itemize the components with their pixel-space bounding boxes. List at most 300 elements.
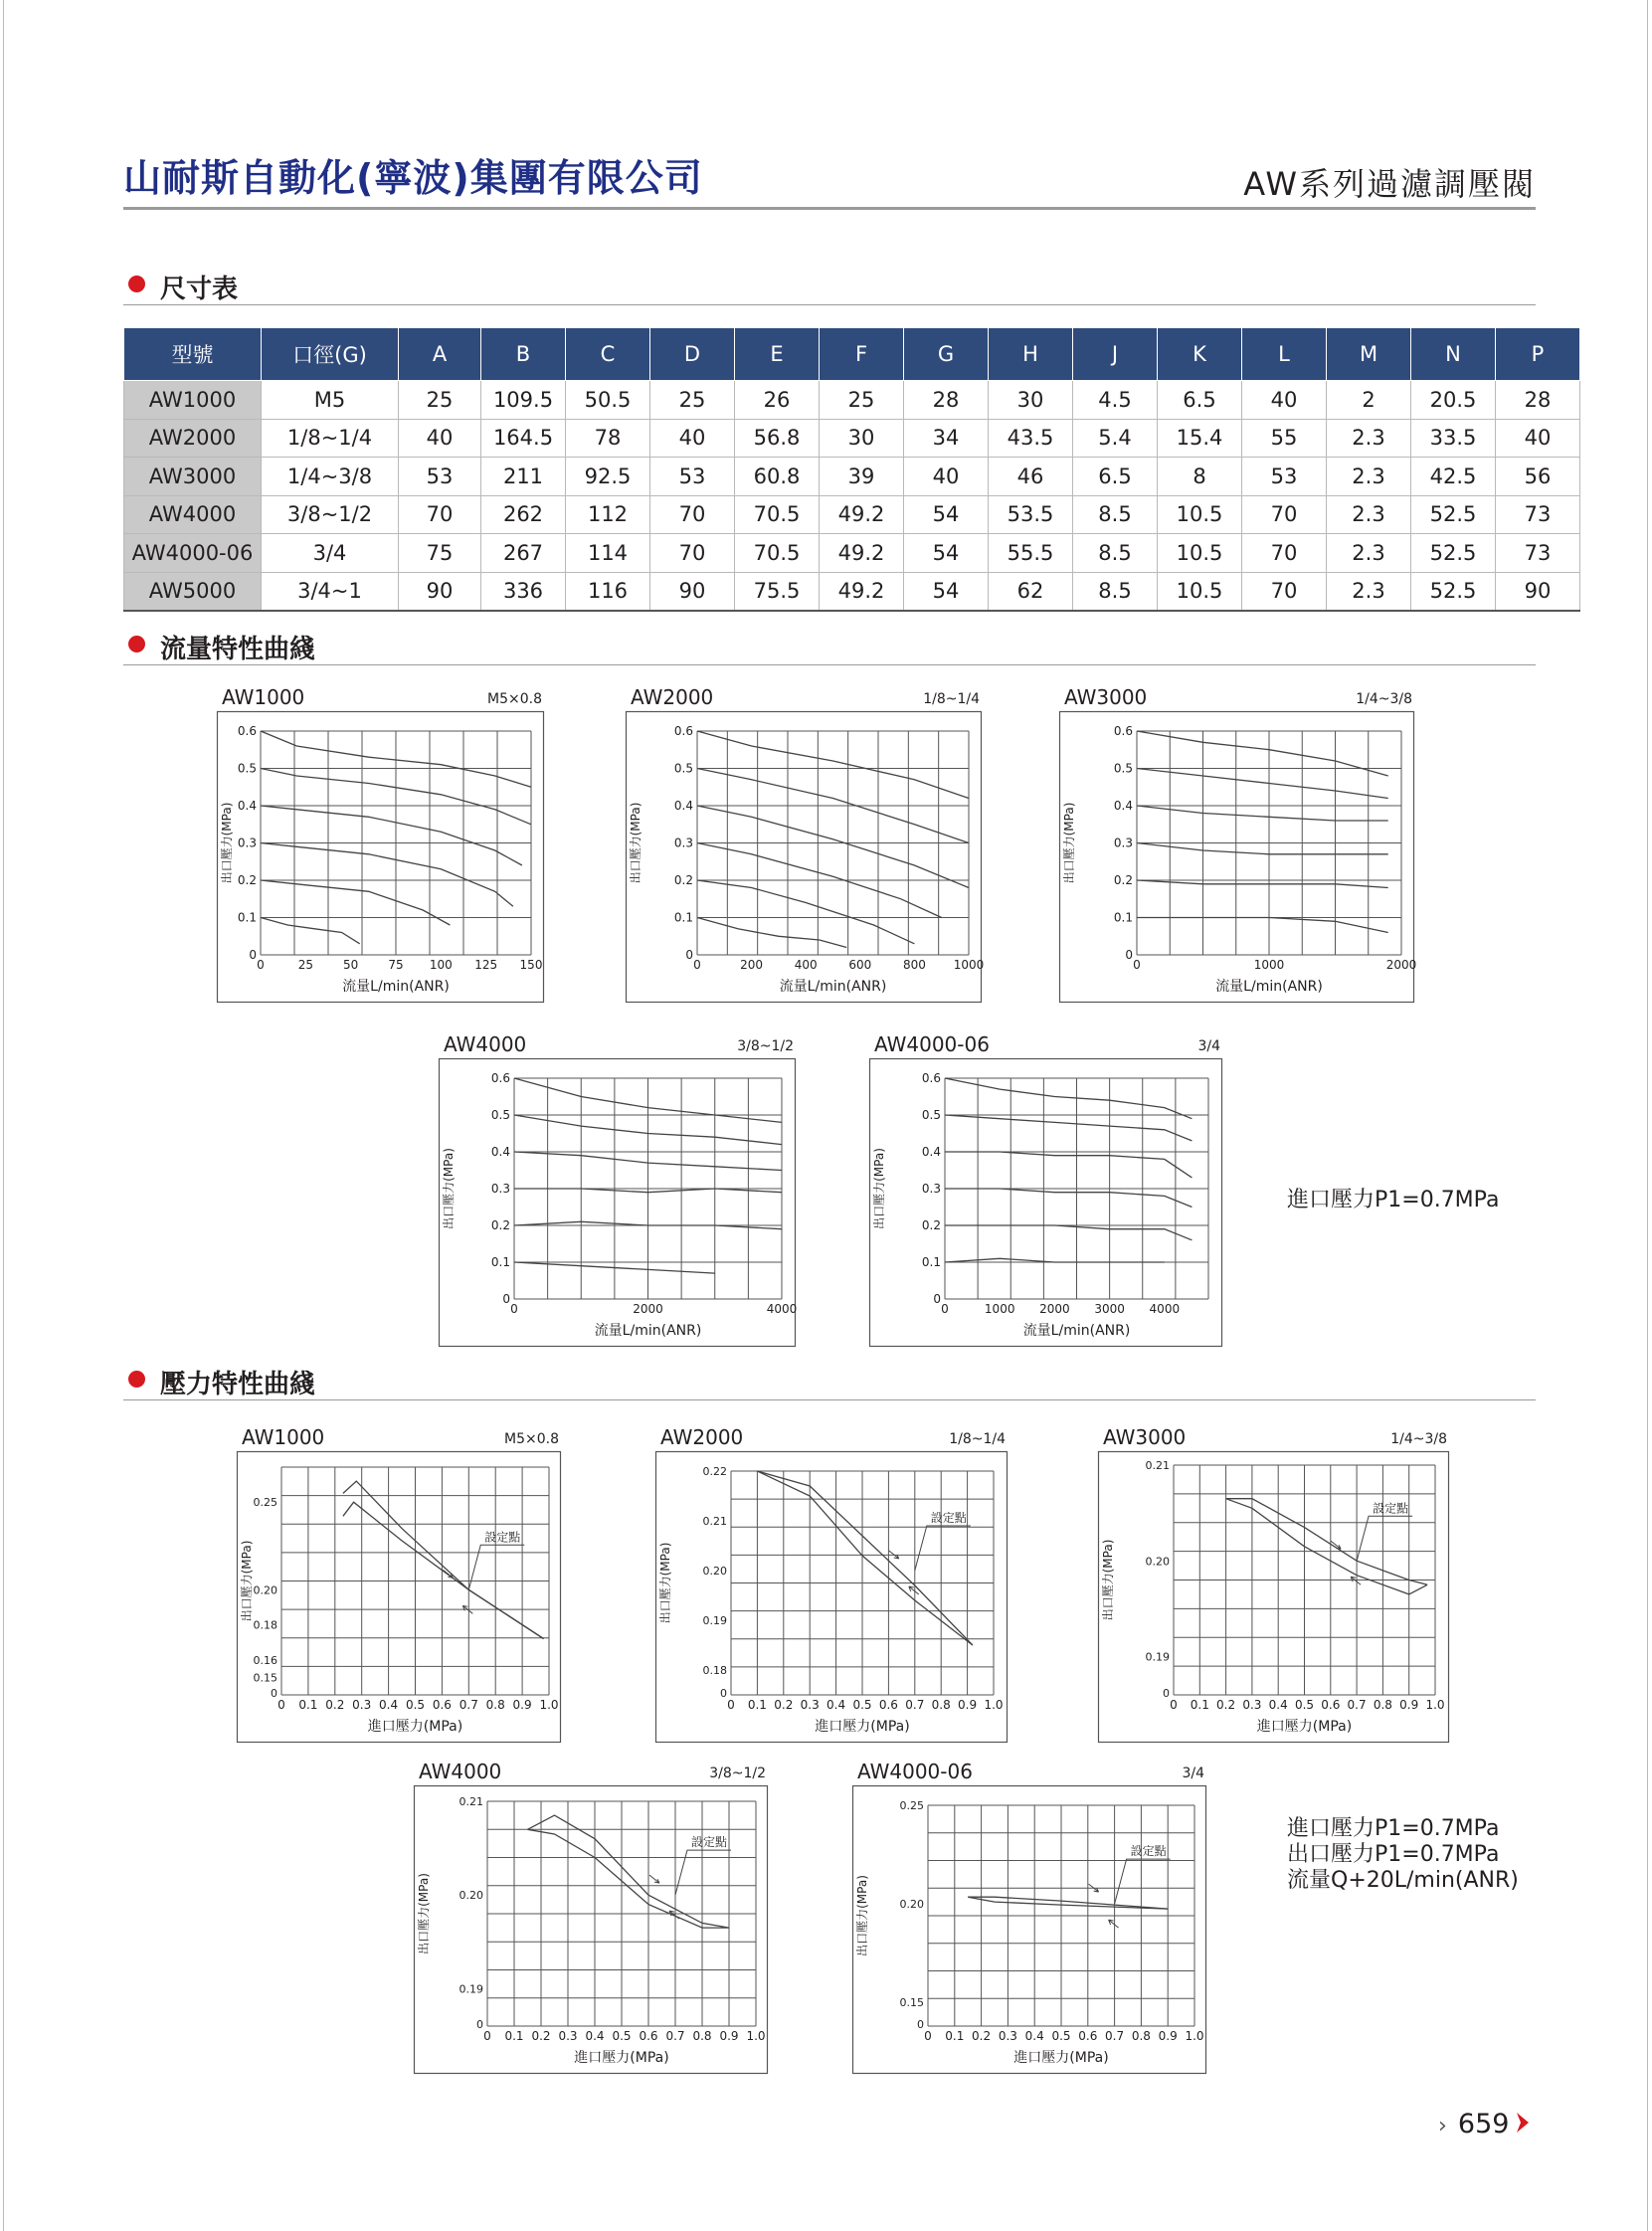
y-axis-label: 出口壓力(MPa) xyxy=(417,1873,431,1954)
column-header: E xyxy=(735,328,820,381)
table-cell: 60.8 xyxy=(735,458,820,496)
y-axis-label: 出口壓力(MPa) xyxy=(442,1148,456,1229)
x-axis-label: 流量L/min(ANR) xyxy=(1215,979,1323,995)
table-cell: 2.3 xyxy=(1327,419,1411,458)
table-cell: 90 xyxy=(650,572,735,611)
x-tick-label: 1.0 xyxy=(746,2029,766,2043)
x-tick-label: 0.4 xyxy=(826,1698,846,1712)
section-dimensions xyxy=(123,265,1536,305)
column-header: K xyxy=(1158,328,1242,381)
y-tick-label: 0.6 xyxy=(1113,724,1133,738)
y-tick-label: 0.5 xyxy=(673,761,693,776)
table-cell: 2.3 xyxy=(1327,572,1411,611)
y-axis-label: 出口壓力(MPa) xyxy=(240,1540,254,1622)
x-tick-label: 0.4 xyxy=(379,1698,399,1712)
table-cell: 2.3 xyxy=(1327,495,1411,534)
series-line xyxy=(945,1078,1192,1119)
column-header: P xyxy=(1496,328,1580,381)
y-tick-label: 0.5 xyxy=(237,761,257,776)
chart-svg xyxy=(237,1451,561,1743)
y-tick-label: 0 xyxy=(476,2018,483,2031)
arrow-up-icon xyxy=(1109,1920,1119,1928)
chart-svg xyxy=(414,1785,768,2074)
y-tick-label: 0.4 xyxy=(1113,799,1133,813)
x-tick-label: 4000 xyxy=(766,1302,798,1316)
y-tick-label: 0.3 xyxy=(921,1182,941,1196)
y-tick-label: 0.16 xyxy=(253,1653,277,1667)
table-cell: 116 xyxy=(566,572,650,611)
chart-title: AW3000 xyxy=(1103,1425,1187,1449)
chart-pres-aw4000-06 xyxy=(852,1756,1206,2074)
y-tick-label: 0 xyxy=(1125,948,1133,962)
table-cell: 8.5 xyxy=(1073,572,1158,611)
chart-title: AW4000 xyxy=(419,1760,502,1783)
table-cell: 70 xyxy=(650,534,735,573)
series-line xyxy=(261,880,450,925)
y-tick-label: 0 xyxy=(249,948,257,962)
x-tick-label: 0 xyxy=(257,958,265,972)
x-tick-label: 2000 xyxy=(633,1302,663,1316)
x-tick-label: 0.9 xyxy=(958,1698,978,1712)
pressure-note-1: 進口壓力P1=0.7MPa xyxy=(1287,1816,1500,1841)
y-tick-label: 0 xyxy=(271,1687,277,1700)
series-line xyxy=(757,1471,973,1645)
x-tick-label: 0.1 xyxy=(1190,1698,1209,1712)
model-cell: AW5000 xyxy=(124,572,262,611)
table-cell: 5.4 xyxy=(1073,419,1158,458)
y-tick-label: 0.18 xyxy=(702,1664,727,1677)
x-axis-label: 流量L/min(ANR) xyxy=(342,979,450,995)
y-tick-label: 0.5 xyxy=(921,1108,941,1122)
x-tick-label: 0.6 xyxy=(1078,2029,1098,2043)
x-tick-label: 50 xyxy=(343,958,359,972)
y-tick-label: 0.6 xyxy=(490,1071,510,1085)
y-tick-label: 0.20 xyxy=(459,1889,483,1903)
series-line xyxy=(1137,918,1388,933)
y-tick-label: 0.2 xyxy=(673,873,693,887)
chart-svg xyxy=(626,711,985,1003)
x-tick-label: 0.3 xyxy=(558,2029,578,2043)
y-axis-label: 出口壓力(MPa) xyxy=(658,1542,672,1624)
x-tick-label: 0 xyxy=(693,958,701,972)
series-line xyxy=(945,1189,1192,1208)
y-tick-label: 0.6 xyxy=(237,724,257,738)
x-tick-label: 0.2 xyxy=(1216,1698,1236,1712)
y-tick-label: 0 xyxy=(933,1292,941,1306)
x-tick-label: 0 xyxy=(483,2029,491,2043)
dimension-table xyxy=(123,327,1580,612)
x-tick-label: 1.0 xyxy=(539,1698,559,1712)
x-tick-label: 3000 xyxy=(1094,1302,1125,1316)
arrow-up-icon xyxy=(1351,1577,1361,1584)
column-header: H xyxy=(989,328,1073,381)
chart-title: AW4000 xyxy=(444,1032,527,1056)
section-title: 尺寸表 xyxy=(160,275,239,304)
x-tick-label: 0.4 xyxy=(1024,2029,1044,2043)
table-cell: 54 xyxy=(904,495,989,534)
setpoint-label: 設定點 xyxy=(930,1511,967,1525)
table-cell: 28 xyxy=(904,381,989,420)
x-axis-label: 流量L/min(ANR) xyxy=(1022,1323,1131,1339)
x-axis-label: 進口壓力(MPa) xyxy=(1013,2050,1109,2066)
x-tick-label: 0.8 xyxy=(1373,1698,1392,1712)
chart-svg xyxy=(1059,711,1417,1003)
x-tick-label: 0 xyxy=(924,2029,932,2043)
table-cell: 53.5 xyxy=(989,495,1073,534)
x-axis-label: 流量L/min(ANR) xyxy=(594,1323,702,1339)
setpoint-label: 設定點 xyxy=(691,1835,728,1850)
series-line xyxy=(968,1897,1168,1909)
table-cell: 8.5 xyxy=(1073,534,1158,573)
y-tick-label: 0.3 xyxy=(1113,836,1133,850)
table-cell: M5 xyxy=(262,381,399,420)
chart-port-size: M5×0.8 xyxy=(504,1431,559,1447)
chart-port-size: 1/4~3/8 xyxy=(1390,1431,1447,1447)
column-header: B xyxy=(481,328,566,381)
y-tick-label: 0.19 xyxy=(702,1614,727,1627)
chart-frame xyxy=(1060,712,1414,1003)
x-tick-label: 0.9 xyxy=(719,2029,739,2043)
y-tick-label: 0.4 xyxy=(490,1145,510,1159)
series-line xyxy=(697,731,969,799)
bullet-icon xyxy=(128,276,145,292)
chart-svg xyxy=(852,1785,1206,2074)
table-cell: 75.5 xyxy=(735,572,820,611)
y-tick-label: 0.15 xyxy=(899,1996,924,2010)
table-cell: 90 xyxy=(399,572,481,611)
chart-title: AW1000 xyxy=(242,1425,325,1449)
table-cell: 34 xyxy=(904,419,989,458)
x-tick-label: 0.6 xyxy=(878,1698,898,1712)
company-name: 山耐斯自動化(寧波)集團有限公司 xyxy=(123,156,703,200)
x-tick-label: 0 xyxy=(1133,958,1141,972)
series-line xyxy=(1137,843,1388,854)
chart-title: AW3000 xyxy=(1064,685,1148,709)
table-row xyxy=(124,495,1580,534)
table-cell: 70 xyxy=(1242,495,1327,534)
chart-flow-aw3000 xyxy=(1059,681,1417,1003)
x-tick-label: 75 xyxy=(388,958,404,972)
chart-pres-aw4000 xyxy=(414,1756,768,2074)
y-tick-label: 0.21 xyxy=(702,1515,727,1528)
table-cell: 40 xyxy=(1242,381,1327,420)
x-tick-label: 0 xyxy=(941,1302,949,1316)
arrow-down-icon xyxy=(649,1875,659,1883)
y-tick-label: 0.3 xyxy=(490,1182,510,1196)
model-cell: AW1000 xyxy=(124,381,262,420)
x-tick-label: 1000 xyxy=(984,1302,1015,1316)
y-tick-label: 0.5 xyxy=(490,1108,510,1122)
table-cell: 55.5 xyxy=(989,534,1073,573)
table-cell: 53 xyxy=(650,458,735,496)
x-tick-label: 0.5 xyxy=(1051,2029,1071,2043)
section-pressure xyxy=(123,1360,1536,1400)
x-tick-label: 25 xyxy=(297,958,313,972)
x-tick-label: 0.1 xyxy=(504,2029,524,2043)
chart-flow-aw1000 xyxy=(217,681,544,1003)
y-tick-label: 0.1 xyxy=(1113,910,1133,925)
x-axis-label: 進口壓力(MPa) xyxy=(815,1719,910,1735)
x-tick-label: 0.5 xyxy=(852,1698,872,1712)
table-cell: 112 xyxy=(566,495,650,534)
x-tick-label: 0.7 xyxy=(665,2029,685,2043)
x-tick-label: 0.6 xyxy=(639,2029,658,2043)
table-cell: 70 xyxy=(1242,572,1327,611)
table-cell: 10.5 xyxy=(1158,572,1242,611)
table-cell: 1/4~3/8 xyxy=(262,458,399,496)
chart-svg xyxy=(217,711,544,1003)
table-cell: 52.5 xyxy=(1411,534,1496,573)
column-header: A xyxy=(399,328,481,381)
table-cell: 15.4 xyxy=(1158,419,1242,458)
table-row xyxy=(124,419,1580,458)
y-tick-label: 0.4 xyxy=(673,799,693,813)
table-cell: 92.5 xyxy=(566,458,650,496)
table-cell: 78 xyxy=(566,419,650,458)
table-cell: 30 xyxy=(820,419,904,458)
page-footer xyxy=(1438,2109,1533,2142)
chart-svg xyxy=(439,1058,796,1347)
x-tick-label: 0 xyxy=(727,1698,735,1712)
model-cell: AW3000 xyxy=(124,458,262,496)
table-cell: 53 xyxy=(399,458,481,496)
x-tick-label: 0.5 xyxy=(612,2029,632,2043)
table-cell: 2.3 xyxy=(1327,534,1411,573)
y-tick-label: 0.2 xyxy=(490,1218,510,1232)
section-flow xyxy=(123,625,1536,665)
x-tick-label: 0.5 xyxy=(405,1698,426,1712)
table-cell: 52.5 xyxy=(1411,495,1496,534)
y-axis-label: 出口壓力(MPa) xyxy=(220,802,234,884)
table-cell: 70.5 xyxy=(735,495,820,534)
chart-flow-aw2000 xyxy=(626,681,985,1003)
x-tick-label: 0.2 xyxy=(531,2029,551,2043)
table-cell: 211 xyxy=(481,458,566,496)
table-cell: 70.5 xyxy=(735,534,820,573)
x-tick-label: 0.1 xyxy=(298,1698,318,1712)
table-cell: 49.2 xyxy=(820,534,904,573)
table-cell: 40 xyxy=(1496,419,1580,458)
x-tick-label: 0 xyxy=(1170,1698,1178,1712)
x-tick-label: 1000 xyxy=(1253,958,1285,972)
x-tick-label: 400 xyxy=(794,958,818,972)
x-tick-label: 1.0 xyxy=(1185,2029,1204,2043)
table-cell: 75 xyxy=(399,534,481,573)
chart-svg xyxy=(869,1058,1222,1347)
chart-port-size: 3/4 xyxy=(1182,1766,1204,1781)
y-tick-label: 0.2 xyxy=(921,1218,941,1232)
column-header: J xyxy=(1073,328,1158,381)
chart-pres-aw2000 xyxy=(655,1421,1008,1743)
table-row xyxy=(124,458,1580,496)
table-row xyxy=(124,534,1580,573)
table-cell: 25 xyxy=(820,381,904,420)
x-tick-label: 0.1 xyxy=(747,1698,767,1712)
setpoint-leader xyxy=(1115,1859,1171,1904)
table-cell: 6.5 xyxy=(1158,381,1242,420)
x-tick-label: 0.7 xyxy=(1347,1698,1367,1712)
y-tick-label: 0.19 xyxy=(1145,1650,1170,1664)
table-cell: 70 xyxy=(1242,534,1327,573)
table-cell: 26 xyxy=(735,381,820,420)
red-arrow-icon xyxy=(1515,2111,1533,2135)
table-cell: 25 xyxy=(650,381,735,420)
chart-svg xyxy=(1098,1451,1449,1743)
chart-pres-aw3000 xyxy=(1098,1421,1449,1743)
setpoint-label: 設定點 xyxy=(1130,1844,1167,1859)
x-axis-label: 進口壓力(MPa) xyxy=(574,2050,669,2066)
section-title: 壓力特性曲綫 xyxy=(160,1370,316,1399)
x-tick-label: 0.3 xyxy=(1242,1698,1262,1712)
table-cell: 2 xyxy=(1327,381,1411,420)
table-cell: 3/4 xyxy=(262,534,399,573)
table-cell: 2.3 xyxy=(1327,458,1411,496)
table-cell: 28 xyxy=(1496,381,1580,420)
x-tick-label: 0 xyxy=(277,1698,285,1712)
x-tick-label: 0.9 xyxy=(512,1698,532,1712)
model-cell: AW4000 xyxy=(124,495,262,534)
y-tick-label: 0.5 xyxy=(1113,761,1133,776)
y-tick-label: 0 xyxy=(1163,1687,1170,1700)
section-title: 流量特性曲綫 xyxy=(160,635,316,664)
column-header: F xyxy=(820,328,904,381)
chevron-right-icon: › xyxy=(1438,2114,1447,2138)
x-tick-label: 0.2 xyxy=(774,1698,794,1712)
chart-title: AW4000-06 xyxy=(874,1032,990,1056)
table-cell: 90 xyxy=(1496,572,1580,611)
x-tick-label: 800 xyxy=(902,958,926,972)
table-cell: 62 xyxy=(989,572,1073,611)
x-tick-label: 0.2 xyxy=(325,1698,345,1712)
table-cell: 6.5 xyxy=(1073,458,1158,496)
model-cell: AW2000 xyxy=(124,419,262,458)
table-cell: 4.5 xyxy=(1073,381,1158,420)
x-tick-label: 0.7 xyxy=(459,1698,478,1712)
series-line xyxy=(697,918,846,948)
setpoint-label: 設定點 xyxy=(1373,1501,1409,1516)
y-tick-label: 0.2 xyxy=(237,873,257,887)
y-axis-label: 出口壓力(MPa) xyxy=(629,802,642,884)
chart-port-size: 1/8~1/4 xyxy=(923,691,980,707)
table-cell: 8 xyxy=(1158,458,1242,496)
x-tick-label: 0 xyxy=(510,1302,518,1316)
table-cell: 164.5 xyxy=(481,419,566,458)
chart-port-size: 1/8~1/4 xyxy=(949,1431,1006,1447)
x-tick-label: 0.7 xyxy=(905,1698,925,1712)
y-tick-label: 0.3 xyxy=(673,836,693,850)
pressure-note-2: 出口壓力P1=0.7MPa xyxy=(1287,1842,1500,1867)
flow-note: 進口壓力P1=0.7MPa xyxy=(1287,1188,1500,1212)
x-tick-label: 200 xyxy=(740,958,764,972)
series-line xyxy=(261,843,513,907)
series-line xyxy=(1137,769,1388,799)
y-tick-label: 0.1 xyxy=(237,910,257,925)
table-cell: 40 xyxy=(650,419,735,458)
table-cell: 8.5 xyxy=(1073,495,1158,534)
model-cell: AW4000-06 xyxy=(124,534,262,573)
y-tick-label: 0.1 xyxy=(673,910,693,925)
x-tick-label: 0.8 xyxy=(1131,2029,1151,2043)
x-tick-label: 0.3 xyxy=(800,1698,820,1712)
table-cell: 50.5 xyxy=(566,381,650,420)
y-tick-label: 0.25 xyxy=(253,1496,277,1510)
x-tick-label: 0.9 xyxy=(1158,2029,1178,2043)
table-cell: 56 xyxy=(1496,458,1580,496)
x-tick-label: 0.6 xyxy=(432,1698,452,1712)
setpoint-leader xyxy=(915,1526,971,1571)
y-tick-label: 0.15 xyxy=(253,1671,277,1685)
x-tick-label: 0.3 xyxy=(352,1698,372,1712)
table-cell: 114 xyxy=(566,534,650,573)
x-tick-label: 125 xyxy=(474,958,498,972)
x-tick-label: 0.8 xyxy=(931,1698,951,1712)
y-tick-label: 0.1 xyxy=(921,1255,941,1269)
x-tick-label: 1.0 xyxy=(1425,1698,1445,1712)
table-cell: 70 xyxy=(399,495,481,534)
table-cell: 10.5 xyxy=(1158,534,1242,573)
table-cell: 43.5 xyxy=(989,419,1073,458)
x-tick-label: 0.8 xyxy=(692,2029,712,2043)
x-tick-label: 0.3 xyxy=(998,2029,1017,2043)
table-cell: 54 xyxy=(904,572,989,611)
table-cell: 336 xyxy=(481,572,566,611)
series-line xyxy=(945,1115,1192,1141)
chart-flow-aw4000 xyxy=(439,1028,796,1347)
table-cell: 52.5 xyxy=(1411,572,1496,611)
table-cell: 267 xyxy=(481,534,566,573)
series-line xyxy=(945,1225,1192,1240)
series-line xyxy=(261,918,360,944)
chart-title: AW2000 xyxy=(631,685,714,709)
chart-title: AW2000 xyxy=(660,1425,744,1449)
y-tick-label: 0.20 xyxy=(702,1565,727,1578)
table-cell: 3/4~1 xyxy=(262,572,399,611)
series-line xyxy=(1137,806,1388,821)
x-tick-label: 150 xyxy=(519,958,543,972)
y-tick-label: 0 xyxy=(917,2018,924,2031)
series-line xyxy=(528,1815,730,1928)
table-cell: 73 xyxy=(1496,534,1580,573)
table-cell: 39 xyxy=(820,458,904,496)
y-axis-label: 出口壓力(MPa) xyxy=(1101,1539,1115,1621)
chart-title: AW1000 xyxy=(222,685,305,709)
x-axis-label: 流量L/min(ANR) xyxy=(779,979,887,995)
x-tick-label: 0.5 xyxy=(1294,1698,1315,1712)
table-cell: 3/8~1/2 xyxy=(262,495,399,534)
x-tick-label: 600 xyxy=(848,958,872,972)
y-tick-label: 0.20 xyxy=(1145,1555,1170,1569)
header-rule xyxy=(123,207,1536,210)
series-title: AW系列過濾調壓閥 xyxy=(1243,165,1536,203)
setpoint-leader xyxy=(675,1850,731,1895)
y-tick-label: 0.21 xyxy=(1145,1459,1170,1472)
table-cell: 40 xyxy=(904,458,989,496)
pressure-note-3: 流量Q+20L/min(ANR) xyxy=(1287,1868,1519,1893)
table-cell: 25 xyxy=(399,381,481,420)
table-cell: 109.5 xyxy=(481,381,566,420)
y-tick-label: 0 xyxy=(720,1687,727,1700)
table-row xyxy=(124,381,1580,420)
bullet-icon xyxy=(128,636,145,652)
y-tick-label: 0.2 xyxy=(1113,873,1133,887)
series-line xyxy=(697,880,914,944)
table-cell: 1/8~1/4 xyxy=(262,419,399,458)
setpoint-leader xyxy=(468,1545,524,1589)
column-header: 型號 xyxy=(124,328,262,381)
table-cell: 55 xyxy=(1242,419,1327,458)
table-cell: 33.5 xyxy=(1411,419,1496,458)
y-tick-label: 0.19 xyxy=(459,1982,483,1996)
